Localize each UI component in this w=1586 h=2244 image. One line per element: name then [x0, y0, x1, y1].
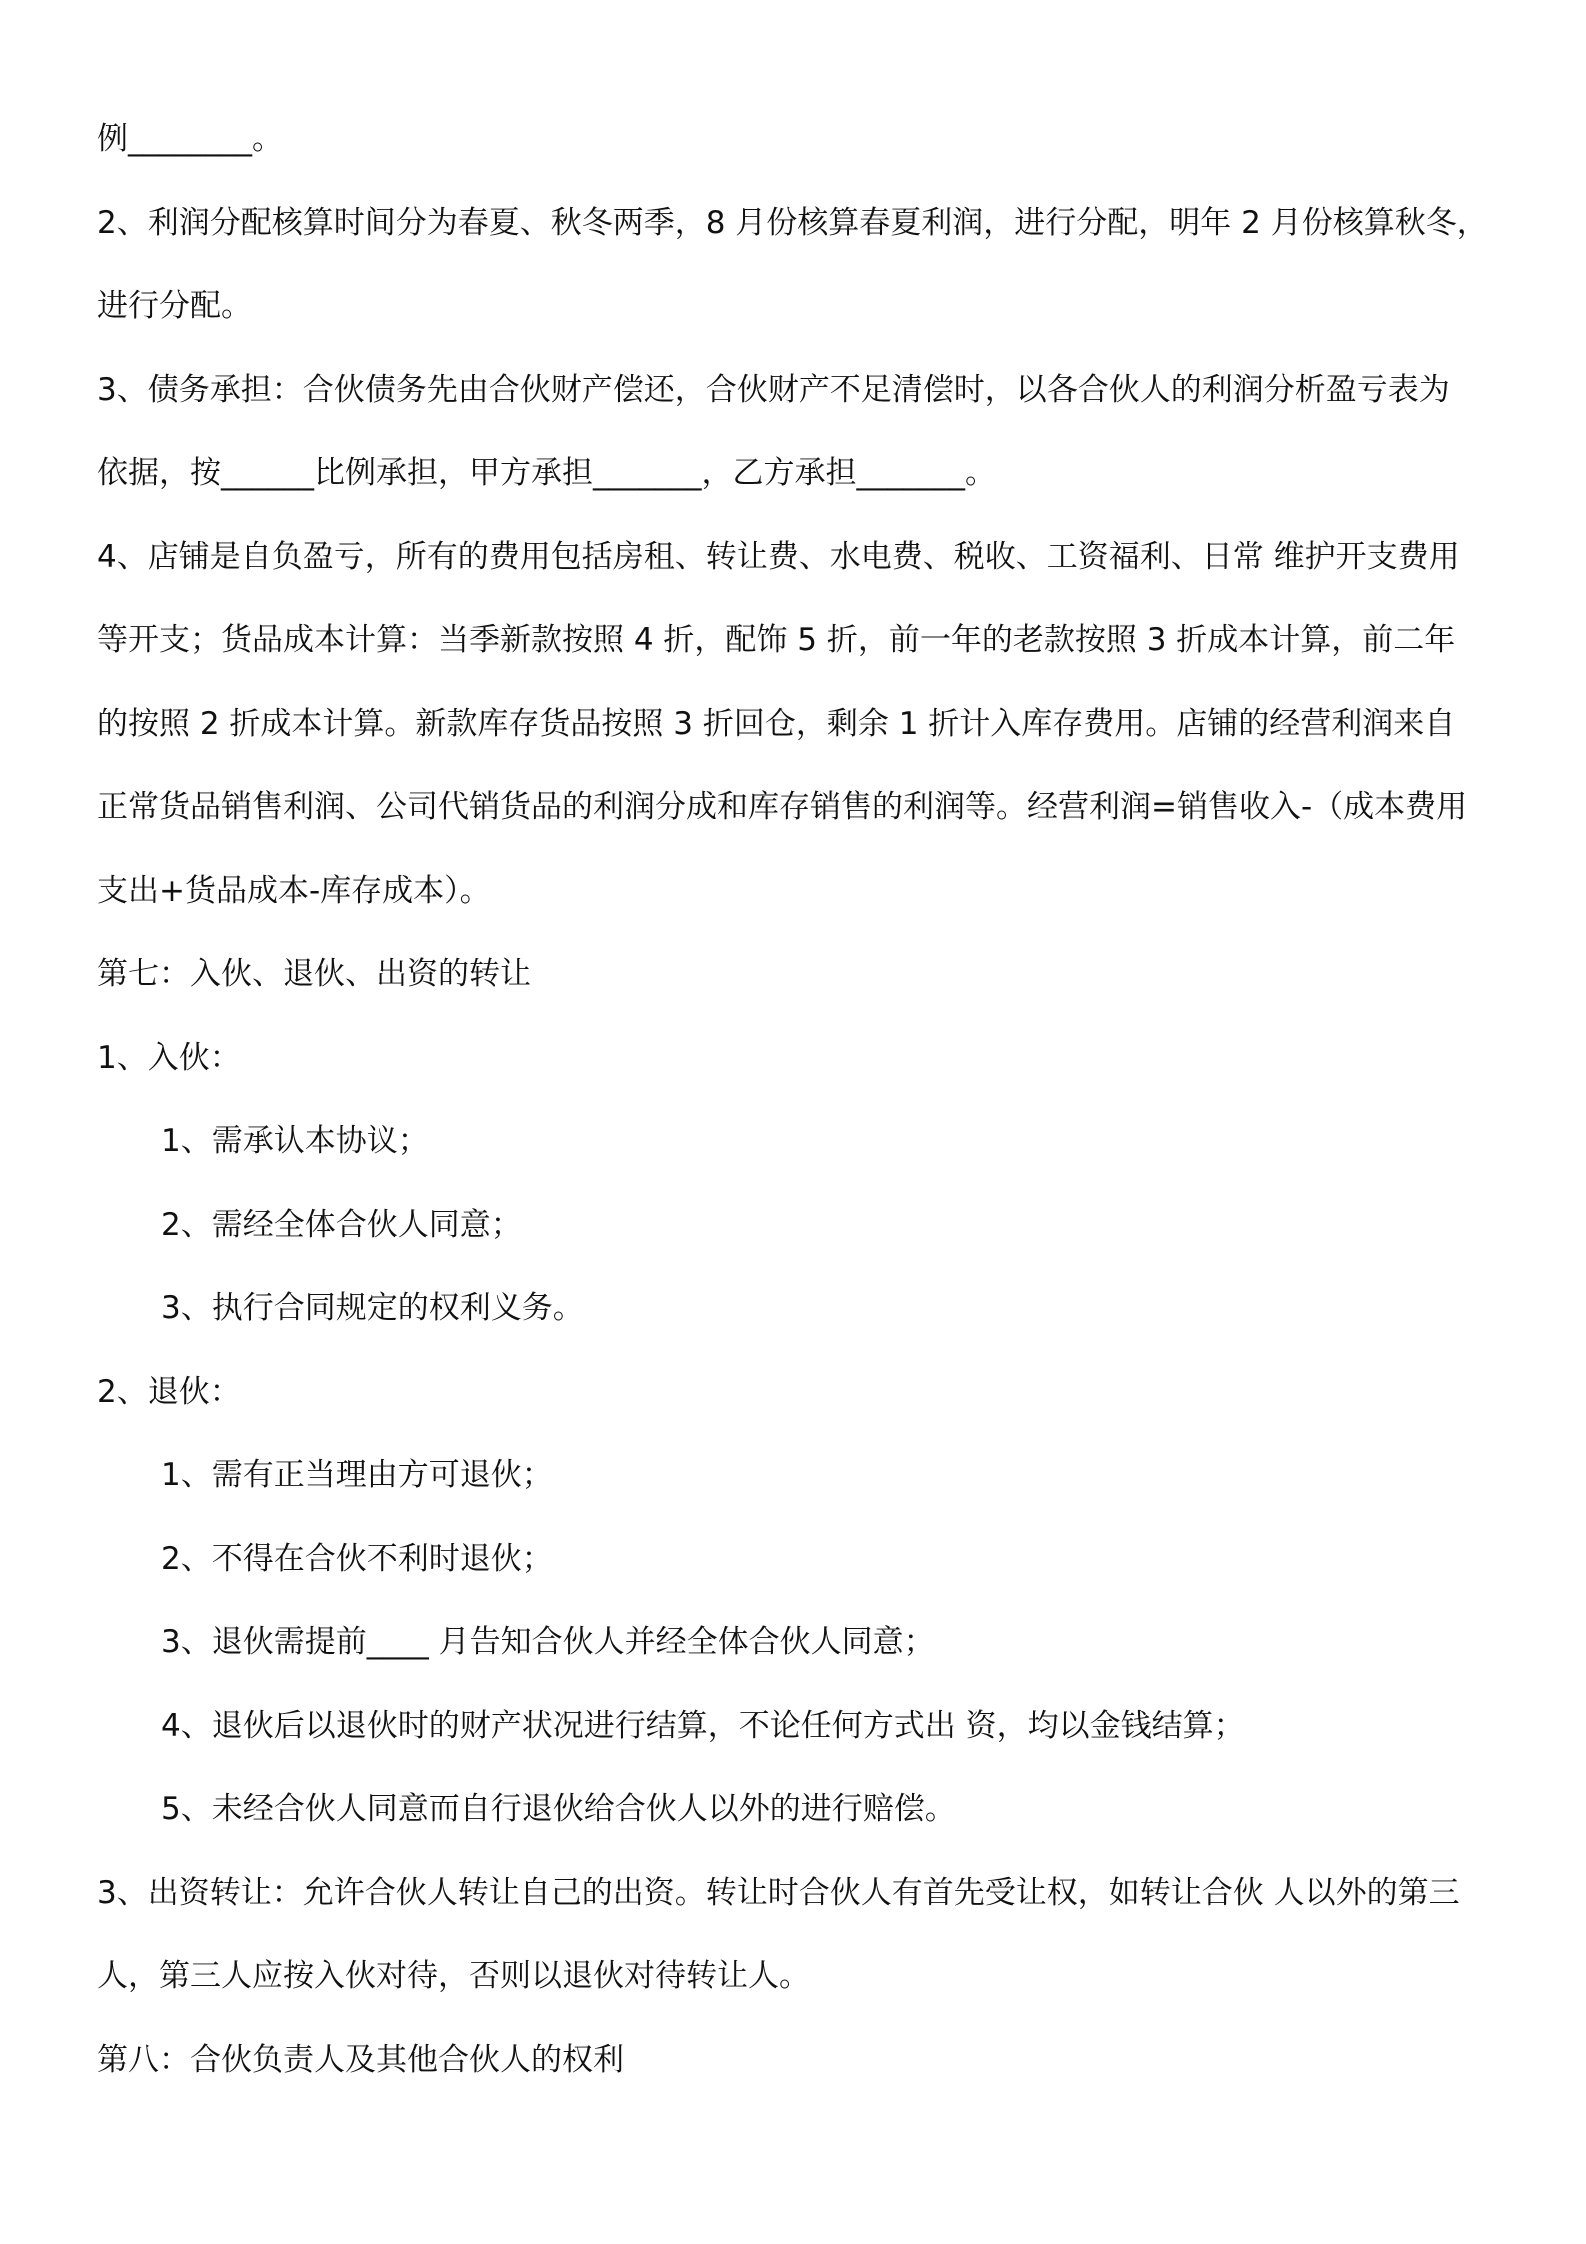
- subsection-heading: 2、退伙：: [97, 1373, 241, 1410]
- list-item: 5、未经合伙人同意而自行退伙给合伙人以外的进行赔偿。: [161, 1791, 956, 1827]
- section-heading: 第八：合伙负责人及其他合伙人的权利: [97, 2041, 624, 2078]
- list-item: 3、执行合同规定的权利义务。: [161, 1290, 584, 1326]
- list-item: 2、需经全体合伙人同意；: [161, 1206, 522, 1243]
- list-item: 3、退伙需提前____ 月告知合伙人并经全体合伙人同意；: [161, 1624, 935, 1660]
- subsection-heading: 1、入伙：: [97, 1039, 241, 1076]
- text-line: 正常货品销售利润、公司代销货品的利润分成和库存销售的利润等。经营利润=销售收入-（成本费用: [97, 789, 1468, 825]
- text-line: 3、债务承担：合伙债务先由合伙财产偿还，合伙财产不足清偿时，以各合伙人的利润分析盈亏表为: [97, 371, 1450, 408]
- text-line: 例________。: [97, 121, 283, 157]
- text-line: 进行分配。: [97, 288, 252, 324]
- text-line: 依据，按______比例承担，甲方承担_______，乙方承担_______。: [97, 455, 996, 491]
- text-line: 4、店铺是自负盈亏，所有的费用包括房租、转让费、水电费、税收、工资福利、日常 维护开支费用: [97, 538, 1460, 575]
- text-line: 3、出资转让：允许合伙人转让自己的出资。转让时合伙人有首先受让权，如转让合伙 人以外的第三: [97, 1874, 1460, 1911]
- text-line: 等开支；货品成本计算：当季新款按照 4 折，配饰 5 折，前一年的老款按照 3 折成本计算，前二年: [97, 622, 1456, 658]
- text-line: 2、利润分配核算时间分为春夏、秋冬两季，8 月份核算春夏利润，进行分配，明年 2 月份核算秋冬，: [97, 204, 1488, 241]
- section-heading: 第七：入伙、退伙、出资的转让: [97, 956, 531, 992]
- text-line: 的按照 2 折成本计算。新款库存货品按照 3 折回仓，剩余 1 折计入库存费用。店铺的经营利润来自: [97, 705, 1456, 742]
- list-item: 4、退伙后以退伙时的财产状况进行结算，不论任何方式出 资，均以金钱结算；: [161, 1707, 1245, 1744]
- list-item: 2、不得在合伙不利时退伙；: [161, 1540, 553, 1577]
- text-line: 人，第三人应按入伙对待，否则以退伙对待转让人。: [97, 1958, 810, 1994]
- text-line: 支出+货品成本-库存成本）。: [97, 872, 491, 909]
- list-item: 1、需承认本协议；: [161, 1123, 429, 1159]
- list-item: 1、需有正当理由方可退伙；: [161, 1457, 553, 1493]
